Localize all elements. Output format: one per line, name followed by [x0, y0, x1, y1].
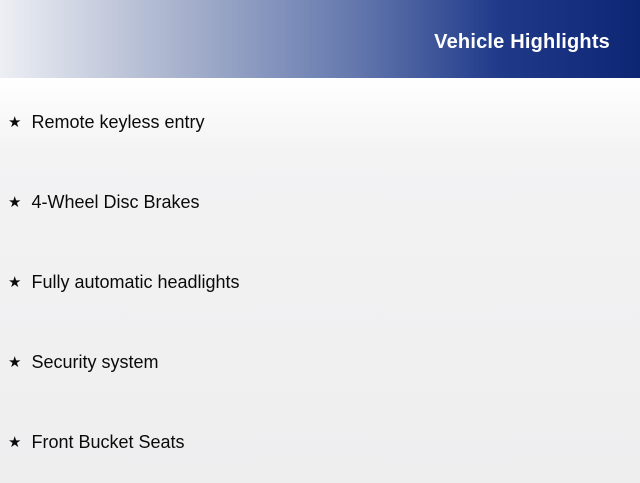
star-icon: ★: [8, 353, 22, 371]
page-title: Vehicle Highlights: [434, 30, 610, 53]
header-banner: [0, 0, 640, 78]
list-item: [0, 323, 640, 403]
star-icon: ★: [8, 433, 22, 451]
list-item: [0, 403, 640, 483]
list-item-label: Fully automatic headlights: [31, 272, 240, 293]
list-item-label: Front Bucket Seats: [31, 432, 185, 453]
list-item-label: 4-Wheel Disc Brakes: [31, 192, 200, 213]
star-icon: ★: [8, 273, 22, 291]
star-icon: ★: [8, 113, 22, 131]
star-icon: ★: [8, 193, 22, 211]
list-item: [0, 243, 640, 323]
list-item-label: Security system: [31, 352, 159, 373]
list-item: [0, 163, 640, 243]
list-item-label: Remote keyless entry: [31, 112, 205, 133]
list-item: [0, 83, 640, 163]
highlights-list: [0, 78, 640, 483]
